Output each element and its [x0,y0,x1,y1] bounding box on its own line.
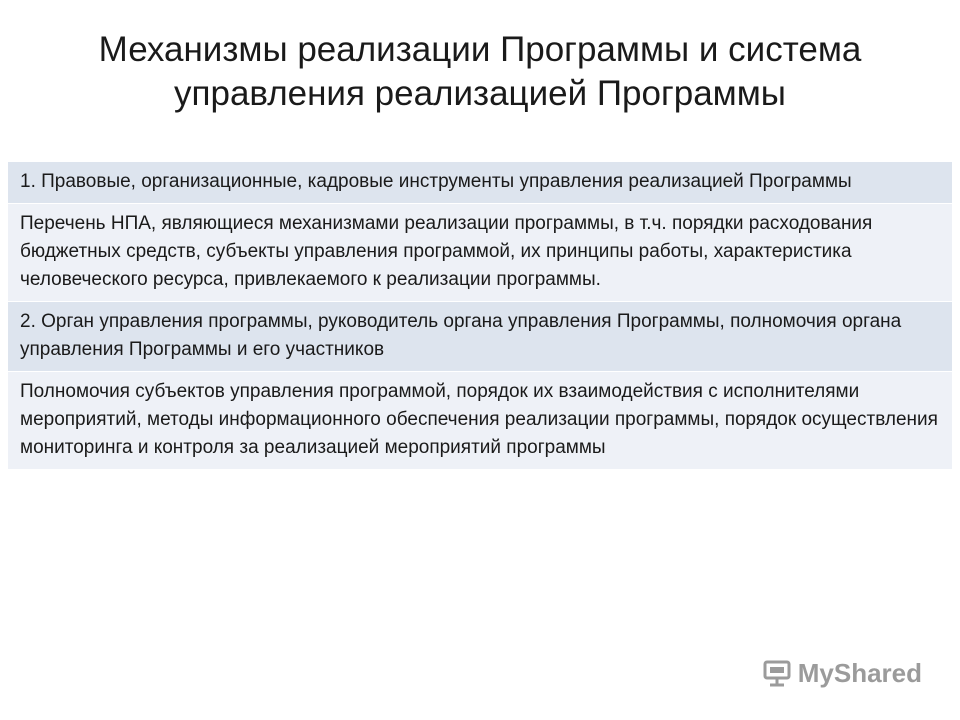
slide-title-line-2: управления реализацией Программы [174,74,786,113]
row-text: 2. Орган управления программы, руководитель органа управления Программы, полномочия органа управления Программы и его участников [20,311,902,360]
table-row [8,302,952,372]
watermark-text: MyShared [797,657,922,688]
row-text: 1. Правовые, организационные, кадровые инструменты управления реализацией Программы [20,171,852,192]
slide-title [40,28,920,116]
myshared-watermark [762,655,922,691]
row-text: Перечень НПА, являющиеся механизмами реализации программы, в т.ч. порядки расходования бюджетных средств, субъекты управления программой, их принципы работы, характеристика человеческого ресурса, привлекаемого к реализации программы. [20,213,873,290]
slide-title-line-1: Механизмы реализации Программы и система [98,30,862,69]
table-row [8,372,952,470]
table-row [8,204,952,302]
table-row [8,162,952,204]
content-table [8,162,952,470]
presentation-board-icon [762,658,792,688]
row-text: Полномочия субъектов управления программой, порядок их взаимодействия с исполнителями мероприятий, методы информационного обеспечения реализации программы, порядок осуществления мониторинга и контроля за реализацией мероприятий программы [20,381,938,458]
